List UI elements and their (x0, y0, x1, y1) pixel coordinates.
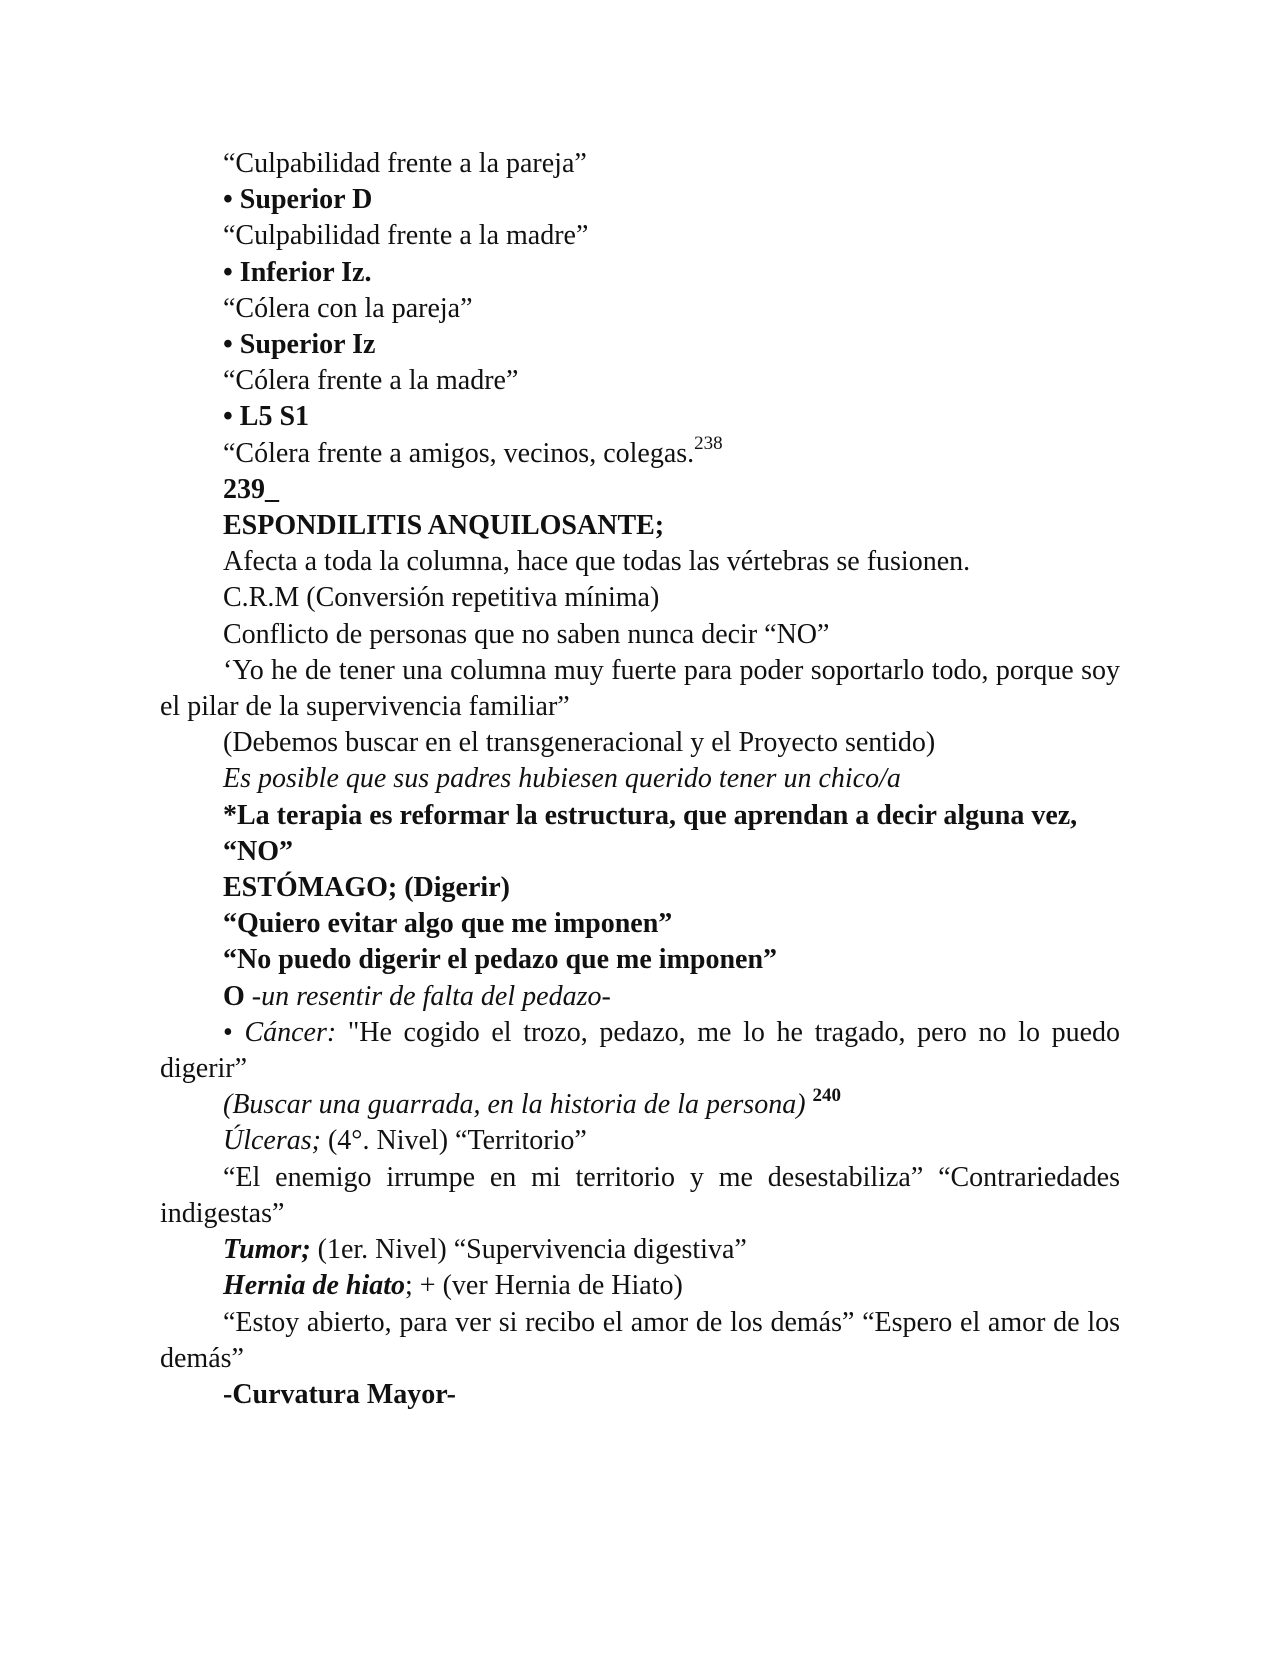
mixed-line (160, 1123, 1120, 1159)
text-line: (Debemos buscar en el transgeneracional y el Proyecto sentido) (223, 727, 936, 759)
list-item-heading: • Superior Iz (223, 329, 376, 361)
bold-paragraph: *La terapia es reformar la estructura, que aprendan a decir alguna vez, (223, 799, 1078, 831)
section-heading: ESPONDILITIS ANQUILOSANTE; (223, 510, 665, 542)
text-line: “Cólera con la pareja” (223, 292, 473, 324)
page-marker: 239_ (223, 473, 279, 505)
section-heading: ESTÓMAGO; (Digerir) (223, 872, 510, 904)
mixed-line (160, 1268, 1120, 1304)
text: (4°. Nivel) “Territorio” (320, 1125, 587, 1157)
bold-line: “Quiero evitar algo que me imponen” (223, 908, 673, 940)
bold-line: “NO” (223, 835, 293, 867)
footnote-ref: 238 (694, 433, 723, 455)
bullet: • (223, 1016, 245, 1048)
paragraph: “El enemigo irrumpe en mi territorio y me desestabiliza” “Contrariedades indigestas” (160, 1161, 1120, 1229)
text: ; + (ver Hernia de Hiato) (405, 1270, 683, 1302)
italic-text: Cáncer: (244, 1016, 337, 1048)
text-line: “Cólera frente a amigos, vecinos, colegas. (223, 437, 695, 469)
text-line: “Cólera frente a la madre” (223, 365, 519, 397)
mixed-line (160, 979, 1120, 1015)
bold-line: “No puedo digerir el pedazo que me imponen” (223, 944, 778, 976)
text-line: “Culpabilidad frente a la madre” (223, 220, 589, 252)
paragraph: “Estoy abierto, para ver si recibo el amor de los demás” “Espero el amor de los demás” (160, 1306, 1120, 1374)
list-item-heading: • Superior D (223, 184, 373, 216)
mixed-line (160, 1232, 1120, 1268)
text: (1er. Nivel) “Supervivencia digestiva” (310, 1234, 747, 1266)
text-line: Afecta a toda la columna, hace que todas las vértebras se fusionen. (223, 546, 971, 578)
bold-italic-text: Hernia de hiato (223, 1270, 406, 1302)
text-line-with-footnote (160, 433, 1120, 472)
italic-text: Úlceras; (223, 1125, 321, 1157)
footnote-ref: 240 (812, 1084, 842, 1106)
document-page (160, 146, 1120, 1413)
list-item-heading: • Inferior Iz. (223, 256, 372, 288)
paragraph: ‘Yo he de tener una columna muy fuerte para poder soportarlo todo, porque soy el pilar de la supervivencia familiar” (160, 654, 1120, 723)
text: "He cogido el trozo, pedazo, me lo he tragado, pero no lo puedo digerir” (160, 1016, 1120, 1085)
bold-italic-text: Tumor; (223, 1234, 311, 1266)
text-line: “Culpabilidad frente a la pareja” (223, 148, 587, 179)
italic-text: -un resentir de falta del pedazo- (244, 980, 611, 1012)
bold-text: O (223, 980, 245, 1012)
paragraph (160, 1015, 1120, 1087)
italic-text: (Buscar una guarrada, en la historia de la persona) (223, 1089, 806, 1121)
mixed-line (160, 1084, 1120, 1123)
text-line: C.R.M (Conversión repetitiva mínima) (223, 582, 660, 614)
text-line: Conflicto de personas que no saben nunca decir “NO” (223, 618, 830, 650)
italic-line: Es posible que sus padres hubiesen querido tener un chico/a (223, 763, 901, 795)
list-item-heading: • L5 S1 (223, 401, 310, 433)
section-heading: -Curvatura Mayor- (223, 1378, 457, 1410)
